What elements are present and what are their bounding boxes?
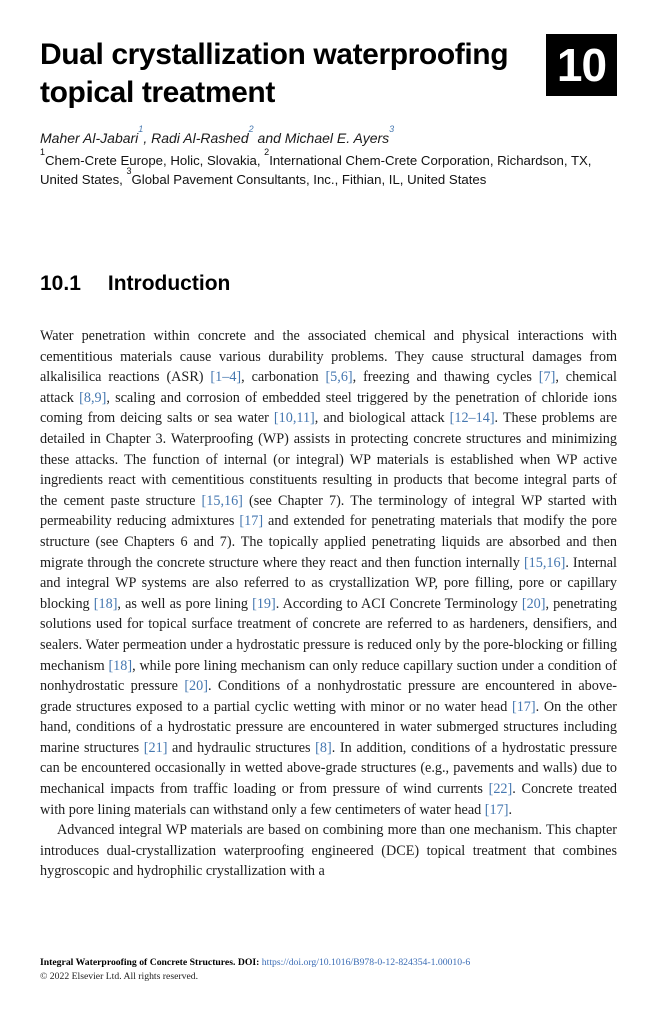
body-text <box>40 326 617 882</box>
citation-ref[interactable]: [19] <box>252 595 276 612</box>
citation-ref[interactable]: [12–14] <box>449 410 495 427</box>
footer-book-title: Integral Waterproofing of Concrete Structures. DOI: <box>40 957 260 968</box>
citation-ref[interactable]: [18] <box>93 595 118 612</box>
author-affiliation-ref: 3 <box>389 124 395 135</box>
citation-ref[interactable]: [22] <box>488 781 513 798</box>
citation-ref[interactable]: [20] <box>521 595 546 612</box>
citation-ref[interactable]: [17] <box>511 698 536 715</box>
doi-line <box>40 956 617 970</box>
authors-line: Maher Al-Jabari$^1$, Radi Al-Rashed$^2$ and Michael E. Ayers$^3$ <box>40 124 395 146</box>
chapter-header <box>40 34 617 112</box>
affiliation-marker: 3 <box>126 165 132 176</box>
citation-ref[interactable]: [8,9] <box>79 389 107 406</box>
author-affiliation-ref: 2 <box>248 124 254 135</box>
copyright-line: © 2022 Elsevier Ltd. All rights reserved. <box>40 970 199 982</box>
affiliations: $^1$Chem-Crete Europe, Holic, Slovakia, $^2$International Chem-Crete Corporation, Richardson, TX, United States, $^3$Global Pavement Consultants, Inc., Fithian, IL, United States <box>40 146 592 187</box>
citation-ref[interactable]: [8] <box>315 739 332 756</box>
citation-ref[interactable]: [7] <box>538 369 556 386</box>
doi-link[interactable]: https://doi.org/10.1016/B978-0-12-824354-1.00010-6 <box>261 957 471 968</box>
citation-ref[interactable]: [21] <box>143 739 168 756</box>
citation-ref[interactable]: [5,6] <box>325 369 353 386</box>
section-title: Introduction <box>107 272 231 295</box>
author-affiliation-ref: 1 <box>138 124 144 135</box>
section-number: 10.1 <box>40 272 81 295</box>
chapter-title: Dual crystallization waterproofing topical treatment <box>40 38 509 109</box>
citation-ref[interactable]: [15,16] <box>201 492 243 509</box>
citation-ref[interactable]: [15,16] <box>523 554 566 571</box>
paragraph: Advanced integral WP materials are based on combining more than one mechanism. This chapter introduces dual-crystallization waterproofing engineered (DCE) topical treatment that combines hygroscopic and hydrophilic crystallization with a <box>40 822 617 880</box>
citation-ref[interactable]: [17] <box>239 513 264 530</box>
citation-ref[interactable]: [17] <box>484 801 509 818</box>
citation-ref[interactable]: [10,11] <box>273 410 315 427</box>
page-content <box>40 34 617 882</box>
chapter-number-box <box>546 34 617 96</box>
section-heading <box>40 271 617 297</box>
paragraph: Water penetration within concrete and the associated chemical and physical interactions with cementitious materials cause various durability problems. They cause structural damages from alkalisilica reactions (ASR) [1–4], carbonation [5,6], freezing and thawing cycles [7], chemical attack [8,9], scaling and corrosion of embedded steel triggered by the penetration of chloride ions coming from deicing salts or sea water [10,11], and biological attack [12–14]. These problems are detailed in Chapter 3. Waterproofing (WP) assists in protecting concrete structures and minimizing these attacks. The function of internal (or integral) WP materials is established when WP active ingredients react with cementitious constituents resulting in products that become integral parts of the cement paste structure [15,16] (see Chapter 7). The terminology of integral WP started with permeability reducing admixtures [17] and extended for penetrating materials that modify the pore structure (see Chapters 6 and 7). The topically applied penetrating liquids are absorbed and then migrate through the concrete structure where they react and then function internally [15,16]. Internal and integral WP systems are also referred to as crystallization WP, pore filling, pore or capillary blocking [18], as well as pore lining [19]. According to ACI Concrete Terminology [20], penetrating solutions used for topical surface treatment of concrete are referred to as hardeners, densifiers, and sealers. Water permeation under a hydrostatic pressure is reduced only by the pore-blocking or filling mechanism [18], while pore lining mechanism can only reduce capillary suction under a condition of nonhydrostatic pressure [20]. Conditions of a nonhydrostatic pressure are encountered in above-grade structures exposed to a partial cyclic wetting with minor or no water head [17]. On the other hand, conditions of a hydrostatic pressure are encountered in water submerged structures including marine structures [21] and hydraulic structures [8]. In addition, conditions of a hydrostatic pressure can be encountered occasionally in wetted above-grade structures (e.g., pavements and walls) due to mechanical impacts from traffic loading or from pressure of wind currents [22]. Concrete treated with pore lining materials can withstand only a few centimeters of water head [17]. <box>40 328 617 818</box>
affiliation-marker: 2 <box>264 146 270 157</box>
chapter-number: 10 <box>556 39 607 91</box>
page-footer <box>40 951 617 1024</box>
citation-ref[interactable]: [20] <box>184 678 208 695</box>
citation-ref[interactable]: [18] <box>108 657 133 674</box>
affiliation-marker: 1 <box>40 146 46 157</box>
citation-ref[interactable]: [1–4] <box>210 369 242 386</box>
